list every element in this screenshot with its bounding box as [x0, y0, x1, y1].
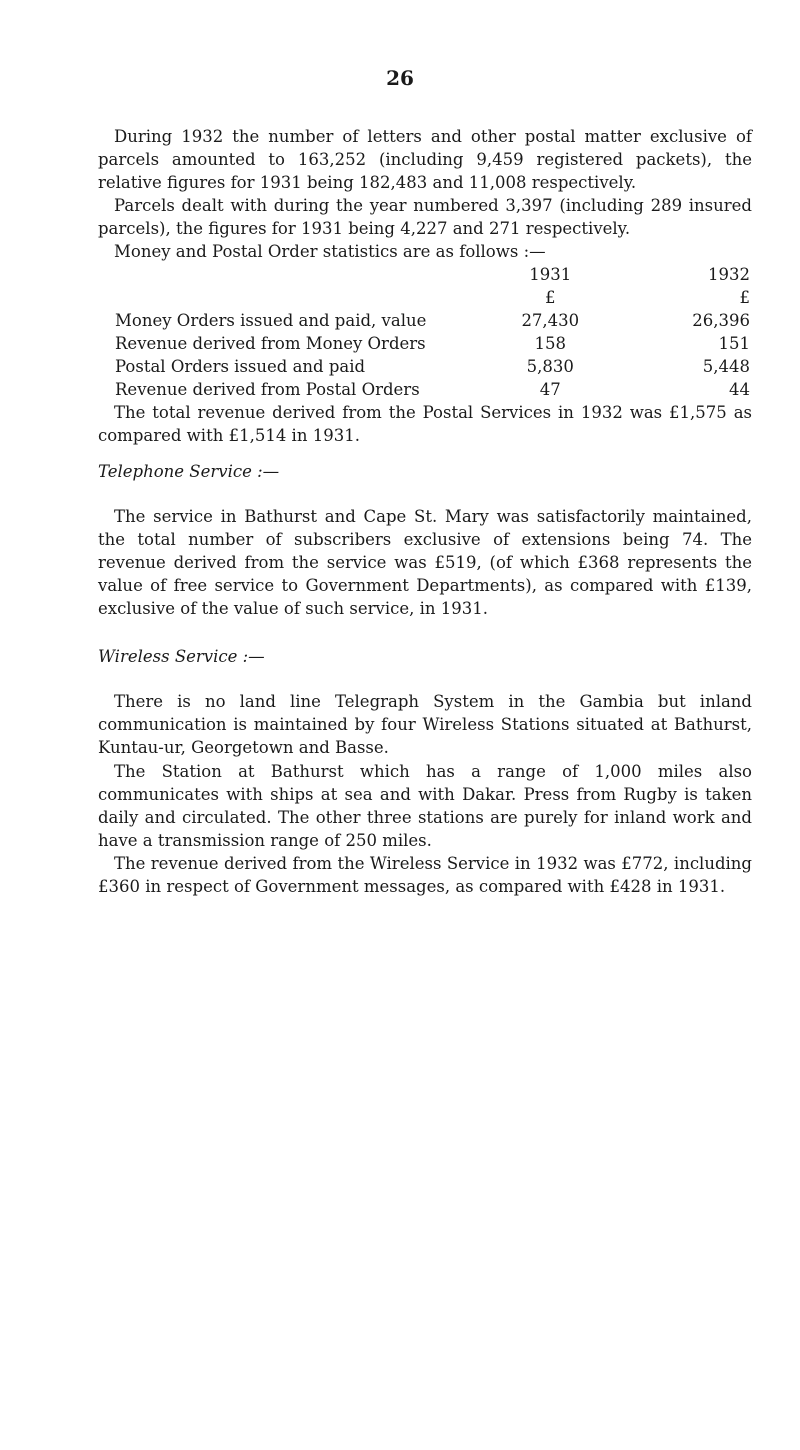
- paragraph-telephone-text: The service in Bathurst and Cape St. Mary was satisfactorily maintained, the total number of subscribers exclusive of extensions being 74. The revenue derived from the service was £519, (of which £368 represents the value of free service to Government Departments), as compared with £139, exclusive of the value of such service, in 1931.: [98, 507, 752, 618]
- paragraph-money-intro-text: Money and Postal Order statistics are as follows :—: [114, 242, 546, 261]
- table-row: [98, 309, 752, 332]
- paragraph-total-revenue: [98, 401, 752, 447]
- paragraph-bathurst-station: [98, 760, 752, 852]
- row-label: Postal Orders issued and paid: [115, 357, 366, 376]
- paragraph-wireless-revenue-text: The revenue derived from the Wireless Service in 1932 was £772, including £360 in respect of Government messages, as compared with £428 in 1931.: [98, 854, 752, 896]
- row-label: Revenue derived from Money Orders: [115, 334, 426, 353]
- year-1931-header: 1931: [529, 265, 572, 284]
- unit-1931: £: [545, 288, 556, 307]
- paragraph-money-intro: [98, 240, 752, 263]
- row-value-1931: 5,830: [526, 357, 574, 376]
- paragraph-postal-matter: [98, 125, 752, 194]
- row-value-1932: 26,396: [692, 311, 750, 330]
- year-1932-header: 1932: [708, 265, 750, 284]
- row-value-1932: 151: [718, 334, 750, 353]
- paragraph-wireless-revenue: [98, 852, 752, 898]
- paragraph-wireless-stations: [98, 690, 752, 759]
- page-number: 26: [386, 66, 414, 90]
- wireless-service-heading: Wireless Service :—: [98, 647, 265, 666]
- telephone-service-heading: Telephone Service :—: [98, 462, 280, 481]
- unit-1932: £: [739, 288, 750, 307]
- paragraph-parcels-text: Parcels dealt with during the year numbered 3,397 (including 289 insured parcels), the figures for 1931 being 4,227 and 271 respectively.: [98, 196, 752, 238]
- paragraph-postal-matter-text: During 1932 the number of letters and other postal matter exclusive of parcels amounted to 163,252 (including 9,459 registered packets), the relative figures for 1931 being 182,483 and 11,008 respectively.: [98, 127, 752, 192]
- paragraph-telephone: [98, 505, 752, 620]
- row-value-1932: 5,448: [702, 357, 750, 376]
- paragraph-total-revenue-text: The total revenue derived from the Postal Services in 1932 was £1,575 as compared with £1,514 in 1931.: [98, 403, 752, 445]
- table-row: [98, 355, 752, 378]
- table-row: [98, 378, 752, 401]
- table-row: [98, 332, 752, 355]
- row-value-1931: 158: [534, 334, 567, 353]
- paragraph-wireless-stations-text: There is no land line Telegraph System in the Gambia but inland communication is maintained by four Wireless Stations situated at Bathurst, Kuntau-ur, Georgetown and Basse.: [98, 692, 752, 757]
- row-value-1931: 47: [539, 380, 561, 399]
- table-header-row: [98, 263, 752, 286]
- paragraph-bathurst-station-text: The Station at Bathurst which has a range of 1,000 miles also communicates with ships at sea and with Dakar. Press from Rugby is taken daily and circulated. The other three stations are purely for inland work and have a transmission range of 250 miles.: [98, 762, 752, 850]
- row-value-1932: 44: [729, 380, 750, 399]
- row-value-1931: 27,430: [521, 311, 580, 330]
- table-unit-row: [98, 286, 752, 309]
- row-label: Revenue derived from Postal Orders: [115, 380, 420, 399]
- row-label: Money Orders issued and paid, value: [115, 311, 427, 330]
- money-postal-table: [98, 263, 752, 401]
- paragraph-parcels: [98, 194, 752, 240]
